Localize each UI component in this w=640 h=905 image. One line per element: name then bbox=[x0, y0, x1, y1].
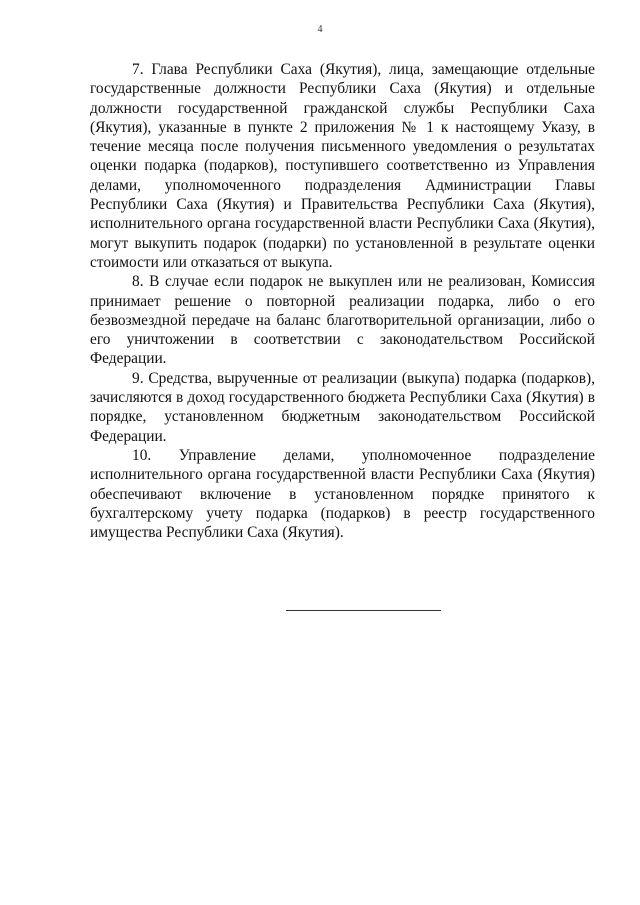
document-body bbox=[90, 60, 595, 542]
end-divider-line bbox=[286, 610, 441, 611]
paragraph-8: 8. В случае если подарок не выкуплен или не реализован, Комиссия принимает решение о повторной реализации подарка, либо о его безвозмездной передаче на баланс благотворительной организации, либо о его уничтожении в соответствии с законодательством Российской Федерации. bbox=[90, 273, 595, 368]
paragraph-10: 10. Управление делами, уполномоченное подразделение исполнительного органа государственной власти Республики Саха (Якутия) обеспечивают включение в установленном порядке принятого к бухгалтерскому учету подарка (подарков) в реестр государственного имущества Республики Саха (Якутия). bbox=[90, 446, 595, 542]
page-number: 4 bbox=[317, 24, 323, 35]
paragraph-7: 7. Глава Республики Саха (Якутия), лица, замещающие отдельные государственные должности Республики Саха (Якутия) и отдельные должности государственной гражданской службы Республики Саха (Якутия), указанные в пункте 2 приложения № 1 к настоящему Указу, в течение месяца после получения письменного уведомления о результатах оценки подарка (подарков), поступившего соответственно из Управления делами, уполномоченного подразделения Администрации Главы Республики Саха (Якутия) и Правительства Республики Саха (Якутия), исполнительного органа государственной власти Республики Саха (Якутия), могут выкупить подарок (подарки) по установленной в результате оценки стоимости или отказаться от выкупа. bbox=[90, 61, 595, 271]
paragraph-9: 9. Средства, вырученные от реализации (выкупа) подарка (подарков), зачисляются в доход государственного бюджета Республики Саха (Якутия) в порядке, установленном бюджетным законодательством Российской Федерации. bbox=[90, 369, 595, 445]
